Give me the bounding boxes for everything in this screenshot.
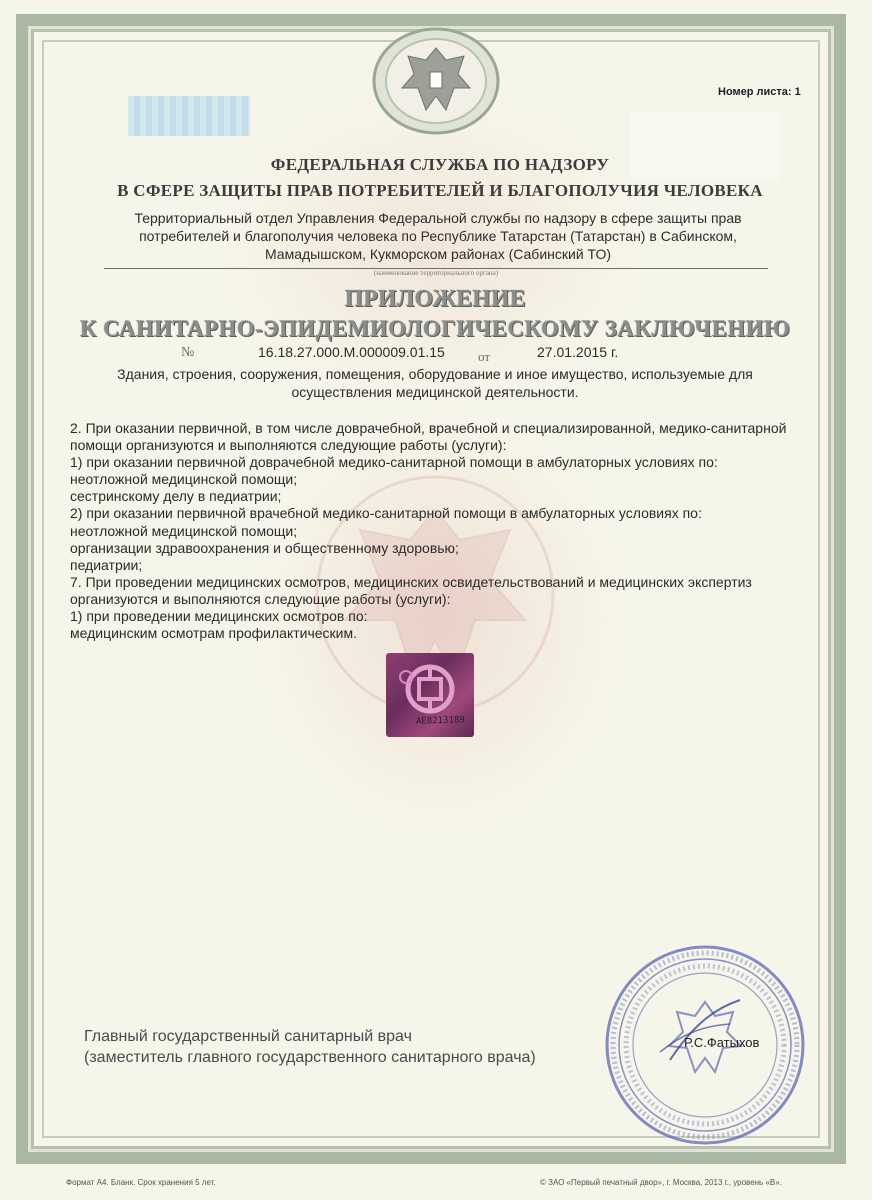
object-line: Здания, строения, сооружения, помещения, оборудование и иное имущество, используемые для (117, 366, 753, 382)
territorial-caption: (наименование территориального органа) (373, 269, 499, 277)
list-item: сестринскому делу в педиатрии; (70, 488, 282, 505)
signatory-name: Р.С.Фатыхов (684, 1035, 760, 1050)
signatory-role (84, 1026, 536, 1068)
list-item: педиатрии; (70, 556, 143, 573)
emblem-rosette (370, 26, 502, 136)
footer-printer: © ЗАО «Первый печатный двор», г. Москва, 2013 г., уровень «В». (540, 1178, 782, 1187)
document-date: 27.01.2015 г. (537, 344, 619, 360)
date-label: от (478, 349, 491, 364)
object-line: осуществления медицинской деятельности. (291, 384, 579, 400)
role-line: (заместитель главного государственного санитарного врача) (84, 1049, 536, 1066)
agency-line: ФЕДЕРАЛЬНАЯ СЛУЖБА ПО НАДЗОРУ (270, 155, 610, 174)
document-title (40, 284, 830, 344)
list-item: медицинским осмотрам профилактическим. (70, 625, 358, 642)
title-line-2: К САНИТАРНО-ЭПИДЕМИОЛОГИЧЕСКОМУ ЗАКЛЮЧЕНИЮ (79, 316, 791, 341)
territorial-line: потребителей и благополучия человека по Республике Татарстан (Татарстан) в Сабинском, (139, 228, 737, 244)
sheet-number: Номер листа: 1 (718, 86, 801, 98)
list-item: 2. При оказании первичной, в том числе доврачебной, врачебной и специализированной, медико-санитарной (70, 420, 787, 436)
territorial-line: Территориальный отдел Управления Федеральной службы по надзору в сфере защиты прав (134, 210, 742, 226)
list-item: неотложной медицинской помощи; (70, 471, 298, 488)
territorial-line: Мамадышском, Кукморском районах (Сабинский ТО) (264, 246, 611, 262)
footer-format: Формат А4. Бланк. Срок хранения 5 лет. (66, 1178, 216, 1187)
services-list (70, 420, 805, 642)
agency-name (60, 152, 820, 204)
title-line-1: ПРИЛОЖЕНИЕ (344, 286, 526, 312)
list-item: неотложной медицинской помощи; (70, 522, 298, 539)
list-item: 7. При проведении медицинских осмотров, медицинских освидетельствований и медицинских экспертиз (70, 573, 752, 590)
list-item: 1) при проведении медицинских осмотров по: (70, 608, 368, 625)
list-item: 1) при оказании первичной доврачебной медико-санитарной помощи в амбулаторных условиях по: (70, 454, 718, 471)
list-item: 2) при оказании первичной врачебной медико-санитарной помощи в амбулаторных условиях по: (70, 505, 702, 522)
agency-line: В СФЕРЕ ЗАЩИТЫ ПРАВ ПОТРЕБИТЕЛЕЙ И БЛАГОПОЛУЧИЯ ЧЕЛОВЕКА (117, 181, 763, 200)
hologram-serial: АЕ8213189 (415, 715, 465, 727)
list-item: организации здравоохранения и общественному здоровью; (70, 539, 459, 556)
list-item: организуются и выполняются следующие работы (услуги): (70, 590, 451, 607)
microtext-strip (128, 96, 250, 136)
document-number: 16.18.27.000.М.000009.01.15 (258, 344, 445, 360)
number-label: № (181, 345, 195, 360)
object-description (80, 365, 790, 401)
territorial-office (118, 209, 758, 263)
list-item: помощи организуются и выполняются следующие работы (услуги): (70, 437, 507, 454)
role-line: Главный государственный санитарный врач (84, 1028, 412, 1045)
